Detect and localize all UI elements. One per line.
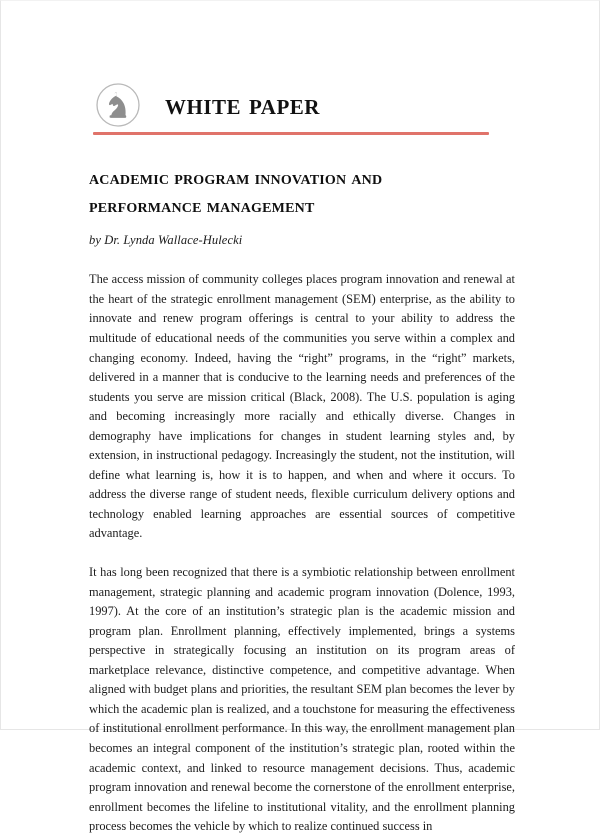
masthead-title: white paper xyxy=(165,88,320,121)
paragraph: It has long been recognized that there is a symbiotic relationship between enrollment management, strategic planning and academic program innovation (Dolence, 1993, 1997). At the core of an institution’s strategic plan is the academic mission and program plan. Enrollment planning, effectively implemented, brings a systems perspective in strategically focusing an institution on its program areas of marketplace relevance, distinctive competence, and competitive advantage. When aligned with budget plans and priorities, the resultant SEM plan becomes the lever by which the academic plan is realized, and a touchstone for measuring the effectiveness of institutional enrollment performance. In this way, the enrollment management plan becomes an integral component of the institution’s strategic plan, rooted within the academic context, and linked to resource management decisions. Thus, academic program innovation and renewal become the cornerstone of the enrollment enterprise, enrollment becomes the lifeline to institutional vitality, and the enrollment planning process becomes the vehicle by which to realize continued success in xyxy=(89,565,515,834)
chess-knight-icon xyxy=(95,82,141,128)
title-block xyxy=(89,165,515,248)
author-byline: by Dr. Lynda Wallace-Hulecki xyxy=(89,233,243,248)
page-content xyxy=(89,1,515,837)
body-copy xyxy=(89,270,515,836)
masthead xyxy=(89,69,515,141)
paragraph: The access mission of community colleges places program innovation and renewal at the heart of the strategic enrollment management (SEM) enterprise, as the ability to innovate and renew program offerings is central to your ability to address the multitude of educational needs of the communities you serve within a complex and changing economy. Indeed, having the “right” programs, in the “right” markets, delivered in a manner that is conducive to the learning needs and preferences of the students you serve are mission critical (Black, 2008). The U.S. population is aging and becoming increasingly more racially and ethically diverse. Changes in demography have implications for changes in student learning styles and, by extension, in instructional pedagogy. Increasingly the student, not the institution, will define what learning is, how it is to happen, and when and where it occurs. To address the diverse range of student needs, flexible curriculum delivery options and technology enabled learning approaches are essential sources of competitive advantage. xyxy=(89,272,515,541)
header-divider-rule xyxy=(93,132,489,135)
page-title: academic program innovation and performance management xyxy=(89,168,383,217)
